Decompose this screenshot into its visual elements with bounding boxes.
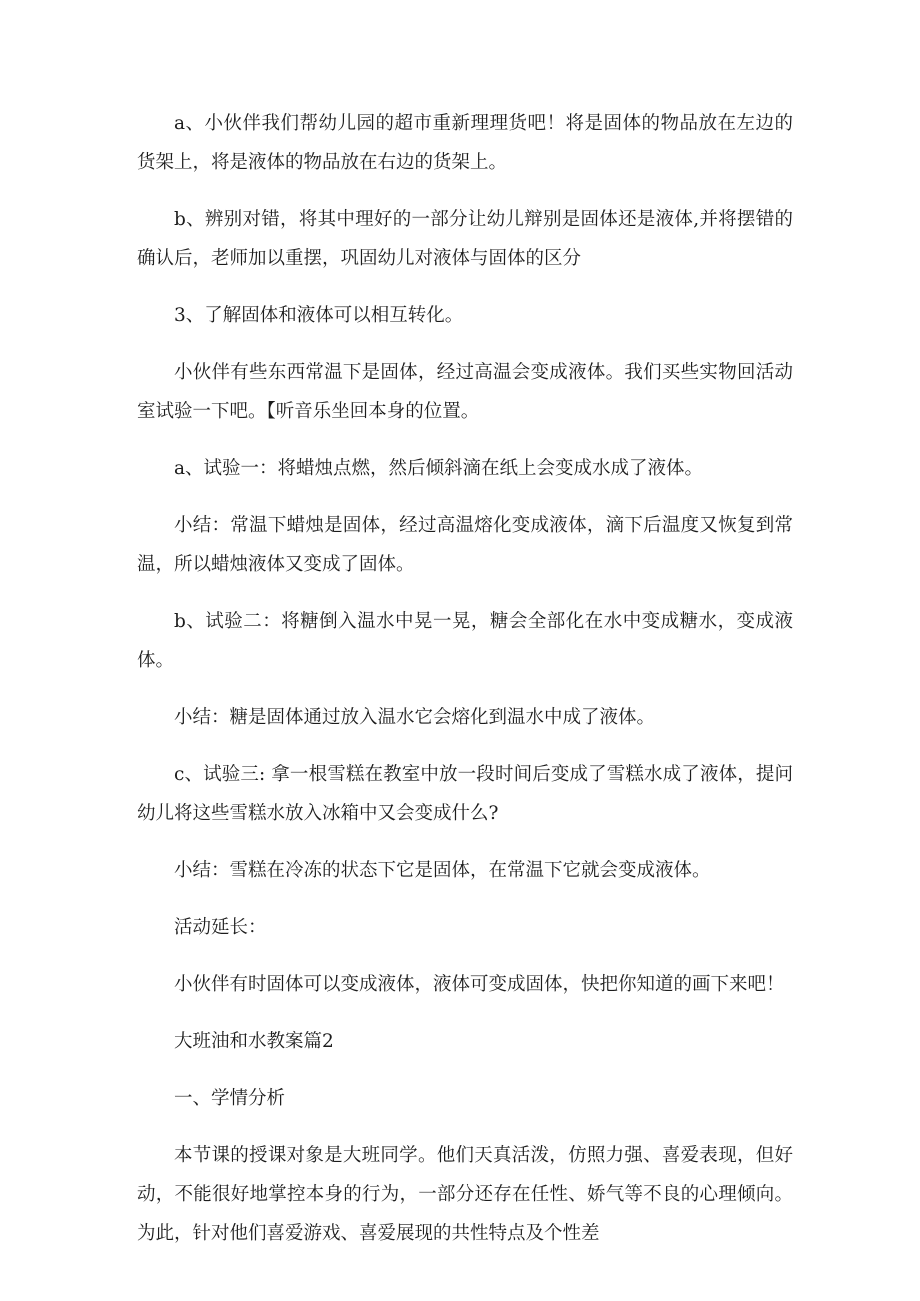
document-body [137, 104, 793, 1271]
paragraph-extension-body: 小伙伴有时固体可以变成液体，液体可变成固体，快把你知道的画下来吧！ [174, 974, 785, 995]
paragraph-goods-sorting: a、小伙伴我们帮幼儿园的超市重新理理货吧！将是固体的物品放在左边的货架上，将是液体的物品放在右边的货架上。 [137, 113, 793, 173]
paragraph-experiment-3: c、试验三: 拿一根雪糕在教室中放一段时间后变成了雪糕水成了液体，提问幼儿将这些雪糕水放入冰箱中又会变成什么? [137, 764, 793, 824]
paragraph-summary-1: 小结：常温下蜡烛是固体，经过高温熔化变成液体，滴下后温度又恢复到常温，所以蜡烛液体又变成了固体。 [137, 515, 793, 575]
paragraph-experiment-1: a、试验一：将蜡烛点燃，然后倾斜滴在纸上会变成水成了液体。 [174, 458, 704, 479]
paragraph-summary-2: 小结：糖是固体通过放入温水它会熔化到温水中成了液体。 [174, 707, 656, 728]
paragraph-experiment-2: b、试验二：将糖倒入温水中晃一晃，糖会全部化在水中变成糖水，变成液体。 [137, 611, 793, 671]
section-title-lesson-2: 大班油和水教案篇2 [174, 1031, 334, 1052]
paragraph-check-errors: b、辨别对错，将其中理好的一部分让幼儿辩别是固体还是液体,并将摆错的确认后，老师加以重摆，巩固幼儿对液体与固体的区分 [137, 209, 793, 269]
paragraph-step-3-heading: 3、了解固体和液体可以相互转化。 [174, 305, 464, 326]
section-heading-learner-analysis: 一、学情分析 [174, 1088, 286, 1109]
paragraph-extension-heading: 活动延长： [174, 917, 267, 938]
paragraph-intro-experiments: 小伙伴有些东西常温下是固体，经过高温会变成液体。我们买些实物回活动室试验一下吧。【听音乐坐回本身的位置。 [137, 362, 793, 422]
paragraph-summary-3: 小结：雪糕在冷冻的状态下它是固体，在常温下它就会变成液体。 [174, 860, 711, 881]
paragraph-learner-analysis: 本节课的授课对象是大班同学。他们天真活泼，仿照力强、喜爱表现，但好动，不能很好地掌控本身的行为，一部分还存在任性、娇气等不良的心理倾向。为此，针对他们喜爱游戏、喜爱展现的共性特点及个性差 [137, 1145, 793, 1244]
